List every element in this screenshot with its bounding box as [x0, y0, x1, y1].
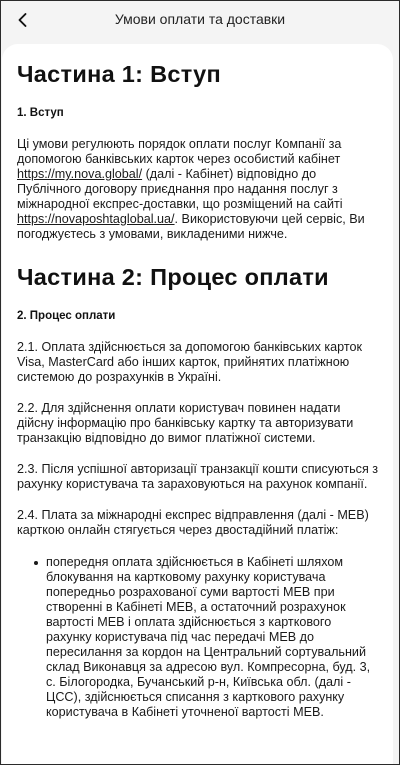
top-bar: [0, 0, 400, 44]
section1-text-part2: (далі - Кабінет) відповідно до Публічного договору приєднання про надання послуг з міжнародної експрес-доставки, що розміщений на сайті: [17, 167, 343, 211]
section2-heading: Частина 2: Процес оплати: [17, 264, 329, 290]
section1-subheading: 1. Вступ: [17, 107, 64, 119]
section1-paragraph: [17, 137, 380, 242]
page-title: Умови оплати та доставки: [114, 11, 286, 27]
section2-subheading: 2. Процес оплати: [17, 310, 116, 322]
terms-content: [2, 44, 393, 720]
list-item: попередня оплата здійснюється в Кабінеті шляхом блокування на картковому рахунку користувача попередньо розрахованої суми вартості МЕВ при створенні в Кабінеті МЕВ, а остаточний розрахунок вартості МЕВ і оплата здійснюється з карткового рахунку користувача під час передачі МЕВ до пересилання за кордон на Центральний сортувальний склад Виконавця за адресою вул. Компресорна, буд. 3, с. Білогородка, Бучанський р-н, Київська обл. (далі - ЦСС), здійснюється списання з карткового рахунку користувача в Кабінеті уточненої вартості МЕВ.: [34, 555, 380, 720]
site-link[interactable]: https://novaposhtaglobal.ua/: [17, 212, 175, 226]
clause-2-3: 2.3. Після успішної авторизації транзакції кошти списуються з рахунку користувача та зараховуються на рахунок компанії.: [17, 462, 379, 491]
cabinet-link[interactable]: https://my.nova.global/: [17, 167, 143, 181]
clause-2-2: 2.2. Для здійснення оплати користувач повинен надати дійсну інформацію про банківську картку та авторизувати транзакцію відповідно до вимог платіжної системи.: [17, 401, 354, 445]
content-card[interactable]: [2, 44, 393, 765]
section1-text-part1: Ці умови регулюють порядок оплати послуг Компанії за допомогою банківських карток через особистий кабінет: [17, 137, 342, 166]
clause-2-4: 2.4. Плата за міжнародні експрес відправлення (далі - МЕВ) карткою онлайн стягується через двостадійний платіж:: [17, 508, 369, 537]
clause-2-4-list: [17, 555, 380, 720]
clause-2-1: 2.1. Оплата здійснюється за допомогою банківських карток Visa, MasterCard або інших карток, прийнятих платіжною системою до розрахунків в Україні.: [17, 340, 363, 384]
section1-text-part3: . Використовуючи цей сервіс, Ви погоджуєтесь з умовами, викладеними нижче.: [17, 212, 365, 241]
section1-heading: Частина 1: Вступ: [17, 61, 222, 87]
